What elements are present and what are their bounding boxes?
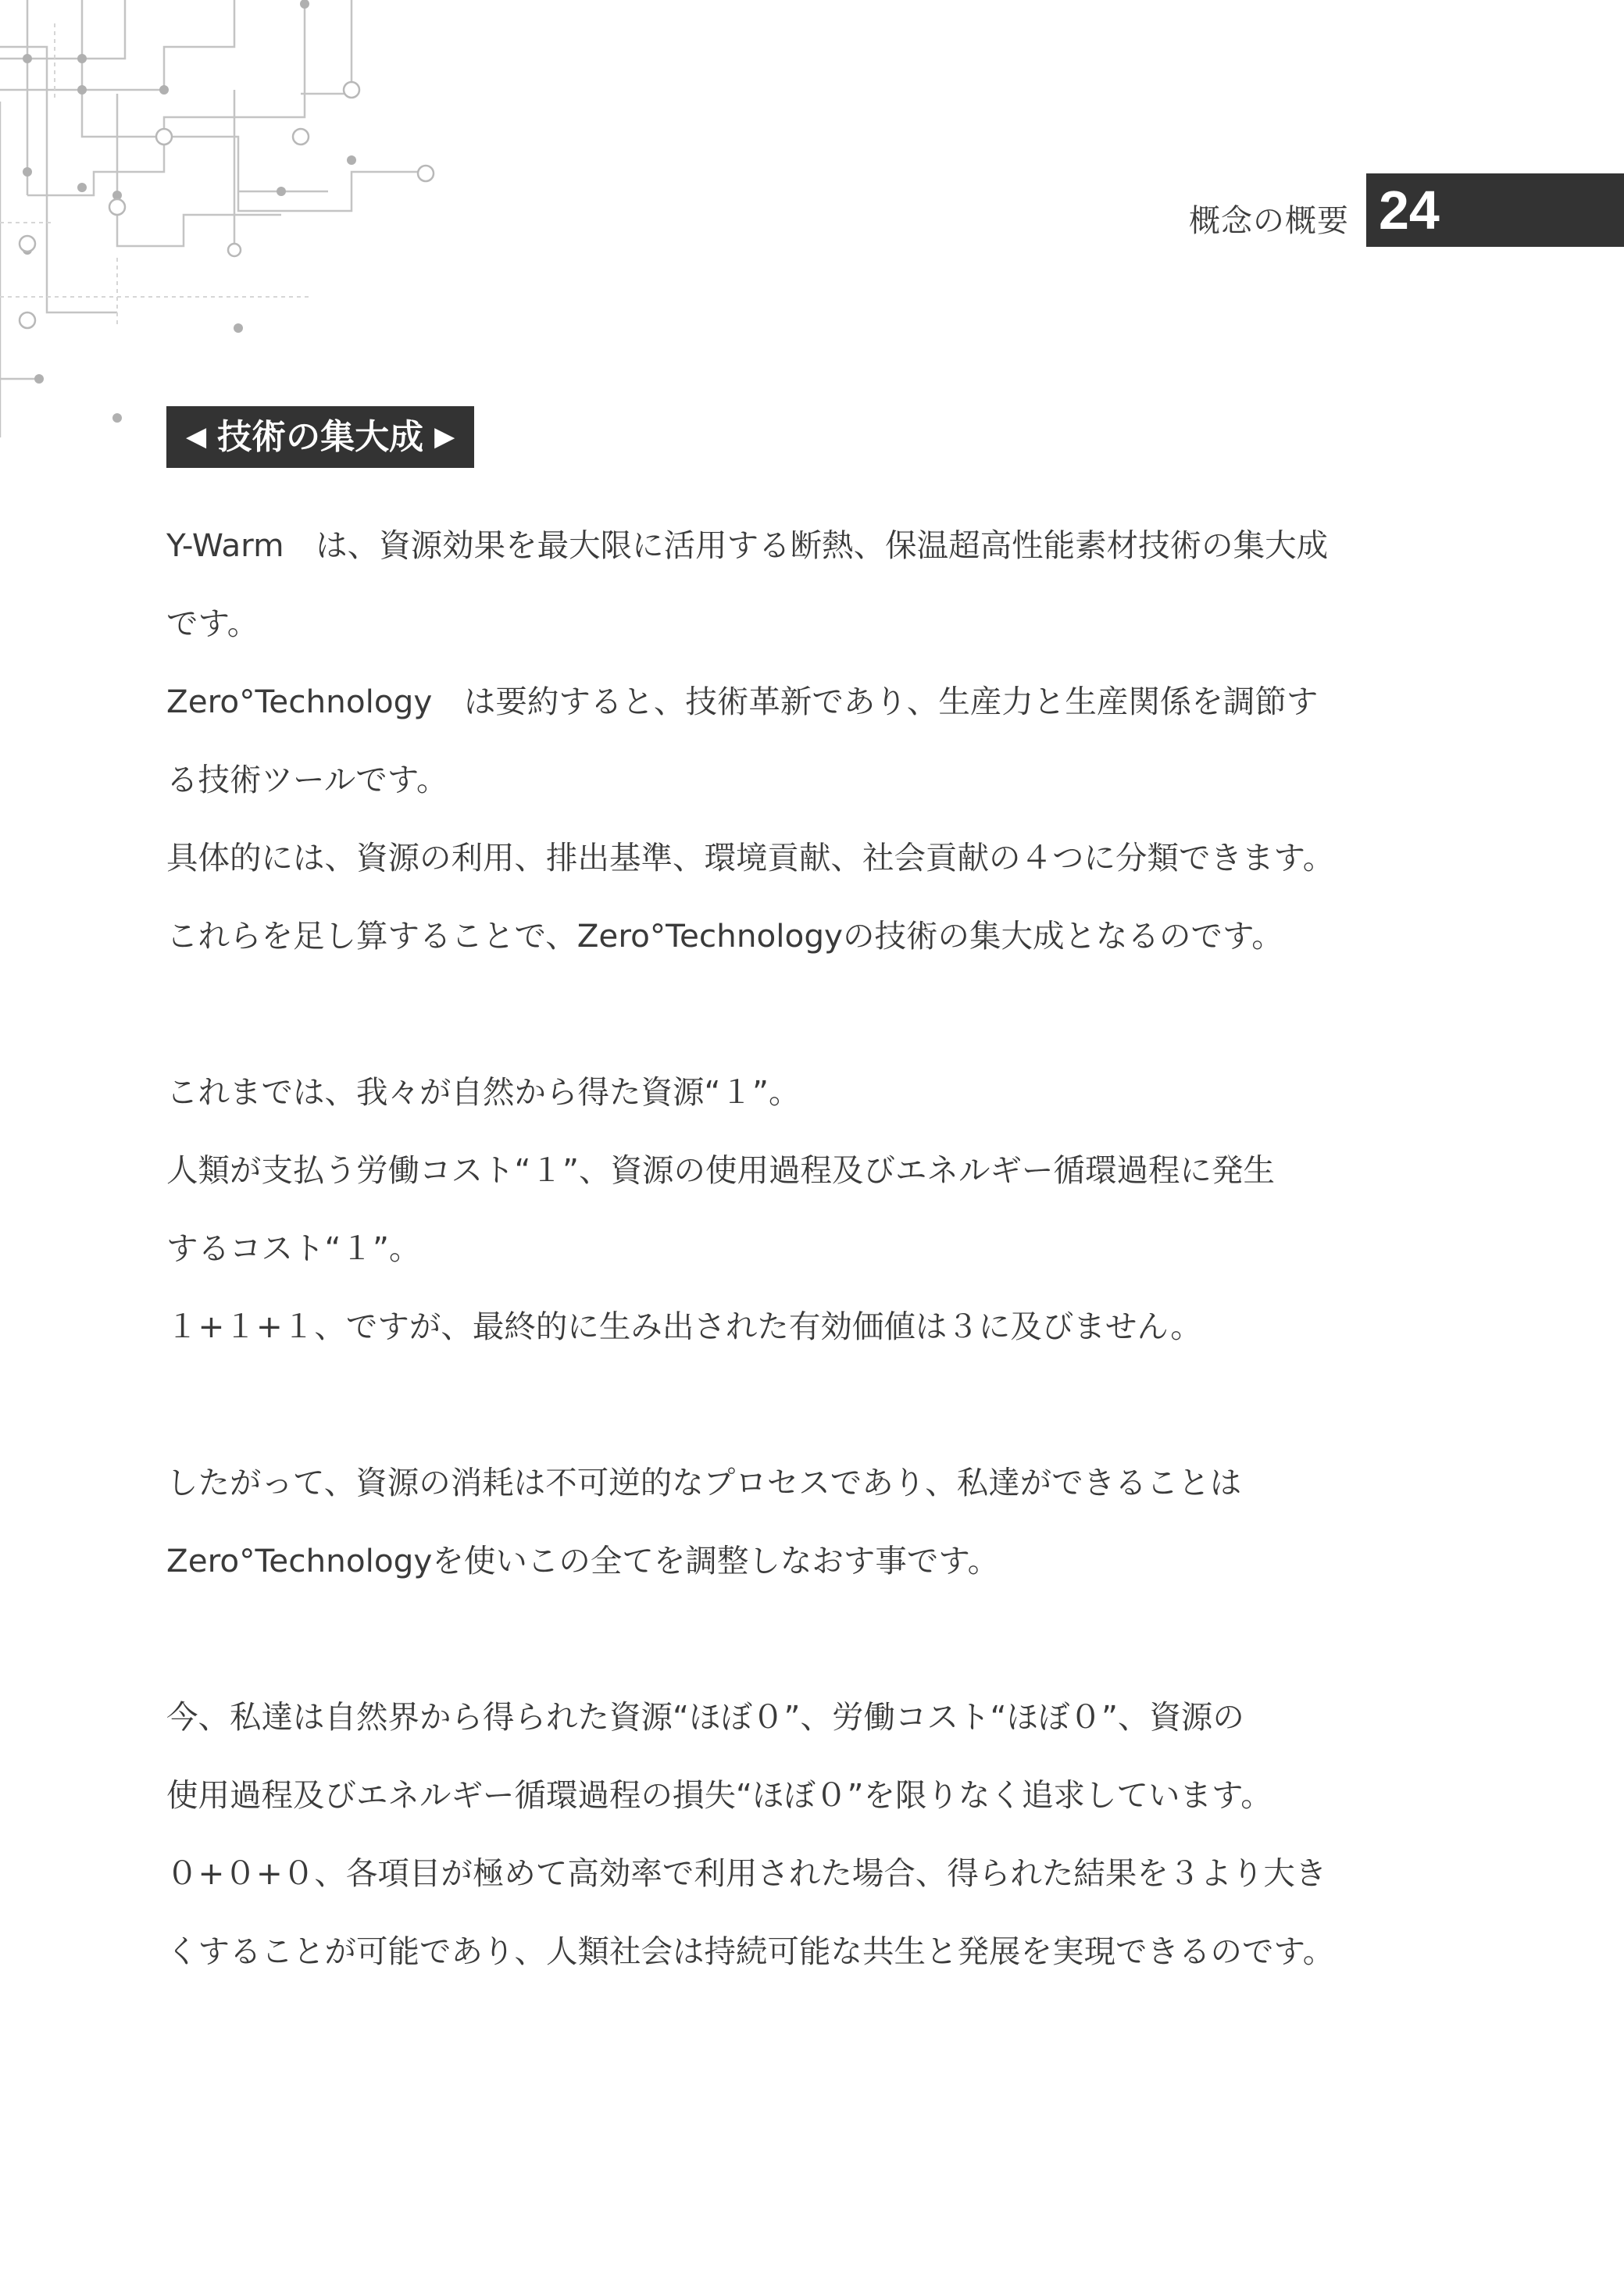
paragraph-gap — [166, 1365, 1463, 1444]
text-line: １+１+１、ですが、最終的に生み出された有効価値は３に及びません。 — [166, 1308, 1202, 1345]
text-line: 具体的には、資源の利用、排出基準、環境貢献、社会貢献の４つに分類できます。 — [166, 839, 1335, 876]
text-line: Zero°Technologyを使いこの全てを調整しなおす事です。 — [166, 1542, 1000, 1579]
text-line: る技術ツールです。 — [166, 761, 448, 798]
text-line: これまでは、我々が自然から得た資源“１”。 — [166, 1073, 801, 1111]
text-line: これらを足し算することで、Zero°Technologyの技術の集大成となるのです。 — [166, 917, 1283, 955]
text-line: 使用過程及びエネルギー循環過程の損失“ほぼ０”を限りなく追求しています。 — [166, 1776, 1272, 1814]
text-line: ０+０+０、各項目が極めて高効率で利用された場合、得られた結果を３より大き — [166, 1854, 1327, 1892]
text-line: です。 — [166, 605, 259, 642]
text-line: Y-Warm は、資源効果を最大限に活用する断熱、保温超高性能素材技術の集大成 — [166, 526, 1329, 564]
text-line: Zero°Technology は要約すると、技術革新であり、生産力と生産関係を調節す — [166, 683, 1319, 720]
body-text — [166, 506, 1463, 1990]
paragraph-gap — [166, 975, 1463, 1053]
circuit-decoration — [0, 0, 453, 437]
paragraph-gap — [166, 1600, 1463, 1678]
section-heading-text: 技術の集大成 — [217, 417, 424, 457]
text-line: したがって、資源の消耗は不可逆的なプロセスであり、私達ができることは — [166, 1464, 1242, 1501]
text-line: くすることが可能であり、人類社会は持続可能な共生と発展を実現できるのです。 — [166, 1933, 1335, 1970]
page-header — [1189, 173, 1624, 247]
right-triangle-icon: ▶ — [434, 421, 455, 452]
page-number: 24 — [1366, 173, 1624, 247]
text-line: するコスト“１”。 — [166, 1230, 421, 1267]
section-heading — [166, 406, 474, 468]
text-line: 今、私達は自然界から得られた資源“ほぼ０”、労働コスト“ほぼ０”、資源の — [166, 1698, 1244, 1736]
header-title: 概念の概要 — [1189, 203, 1349, 239]
text-line: 人類が支払う労働コスト“１”、資源の使用過程及びエネルギー循環過程に発生 — [166, 1151, 1275, 1189]
left-triangle-icon: ◀ — [186, 421, 207, 452]
